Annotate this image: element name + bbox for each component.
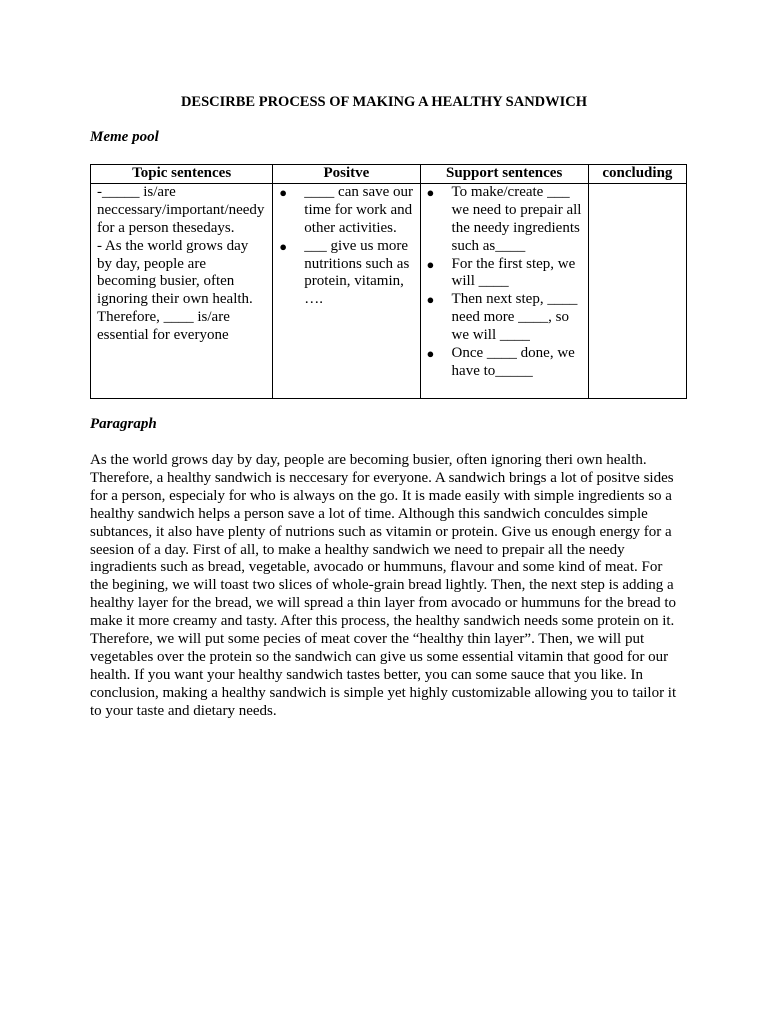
bullet-icon: ● (426, 292, 435, 308)
header-support-sentences: Support sentences (420, 165, 588, 184)
list-item: ● For the first step, we will ____ (426, 255, 576, 290)
meme-pool-heading: Meme pool (90, 129, 159, 145)
list-item: ● Then next step, ____ need more ____, so we will ____ (426, 291, 578, 344)
topic-line: essential for everyone (97, 327, 229, 344)
list-item: ● ____ can save our time for work and other activities. (279, 183, 414, 236)
list-item: ● ___ give us more nutritions such as protein, vitamin, …. (279, 237, 410, 308)
positive-cell (273, 183, 420, 398)
list-item: ● To make/create ___ we need to prepair all the needy ingredients such as____ (426, 183, 582, 254)
document-title: DESCIRBE PROCESS OF MAKING A HEALTHY SANDWICH (180, 94, 588, 110)
topic-line: for a person thesedays. (97, 219, 235, 236)
positive-list (279, 184, 413, 309)
header-concluding: concluding (588, 165, 686, 184)
table-row (91, 183, 687, 398)
header-positive: Positve (273, 165, 420, 184)
bullet-icon: ● (426, 256, 435, 272)
topic-sentences-cell (91, 183, 273, 398)
bullet-icon: ● (279, 184, 288, 200)
paragraph-heading: Paragraph (90, 416, 157, 432)
bullet-icon: ● (426, 184, 435, 200)
topic-line: -_____ is/are (97, 183, 176, 200)
table-header-row (91, 165, 687, 184)
paragraph-body: As the world grows day by day, people are becoming busier, often ignoring theri own health. Therefore, a healthy sandwich is neccesary for everyone. A sandwich brings a lot of positve sides for a person, especialy for who is always on the go. It is made easily with simple ingredients so a healthy sandwich helps a person save a lot of time. Although this sandwich conculdes simple subtances, it also have plenty of nutrions such as vitamin or protein. Give us enough energy for a seesion of a day. First of all, to make a healthy sandwich we need to prepair all the needy ingradients such as bread, vegetable, avocado or hummuns, flavour and some kind of meat. For the begining, we will toast two slices of whole-grain bread lightly. Then, the next step is adding a healthy layer for the bread, we will spread a thin layer from avocado or hummuns for the bread to make it more creamy and tasty. After this process, the healthy sandwich needs some protein on it. Therefore, we will put some pecies of meat cover the “healthy thin layer”. Then, we will put vegetables over the protein so the sandwich can give us some essential vitamin that good for our health. If you want your healthy sandwich tastes better, you can some sauce that you like. In conclusion, making a healthy sandwich is simple yet highly customizable allowing you to tailor it to your taste and dietary needs. (90, 452, 677, 719)
header-topic-sentences: Topic sentences (91, 165, 273, 184)
topic-line: neccessary/important/needy (97, 201, 265, 218)
support-list (427, 184, 582, 381)
topic-line: - As the world grows day (97, 237, 249, 254)
concluding-cell (588, 183, 686, 398)
bullet-icon: ● (426, 346, 435, 362)
list-item: ● Once ____ done, we have to_____ (426, 345, 575, 379)
support-sentences-cell (420, 183, 588, 398)
topic-line: ignoring their own health. (97, 291, 253, 308)
topic-line: Therefore, ____ is/are (97, 309, 230, 326)
meme-pool-table (90, 164, 687, 399)
topic-line: becoming busier, often (97, 273, 235, 290)
bullet-icon: ● (279, 238, 288, 254)
topic-line: by day, people are (97, 255, 206, 272)
